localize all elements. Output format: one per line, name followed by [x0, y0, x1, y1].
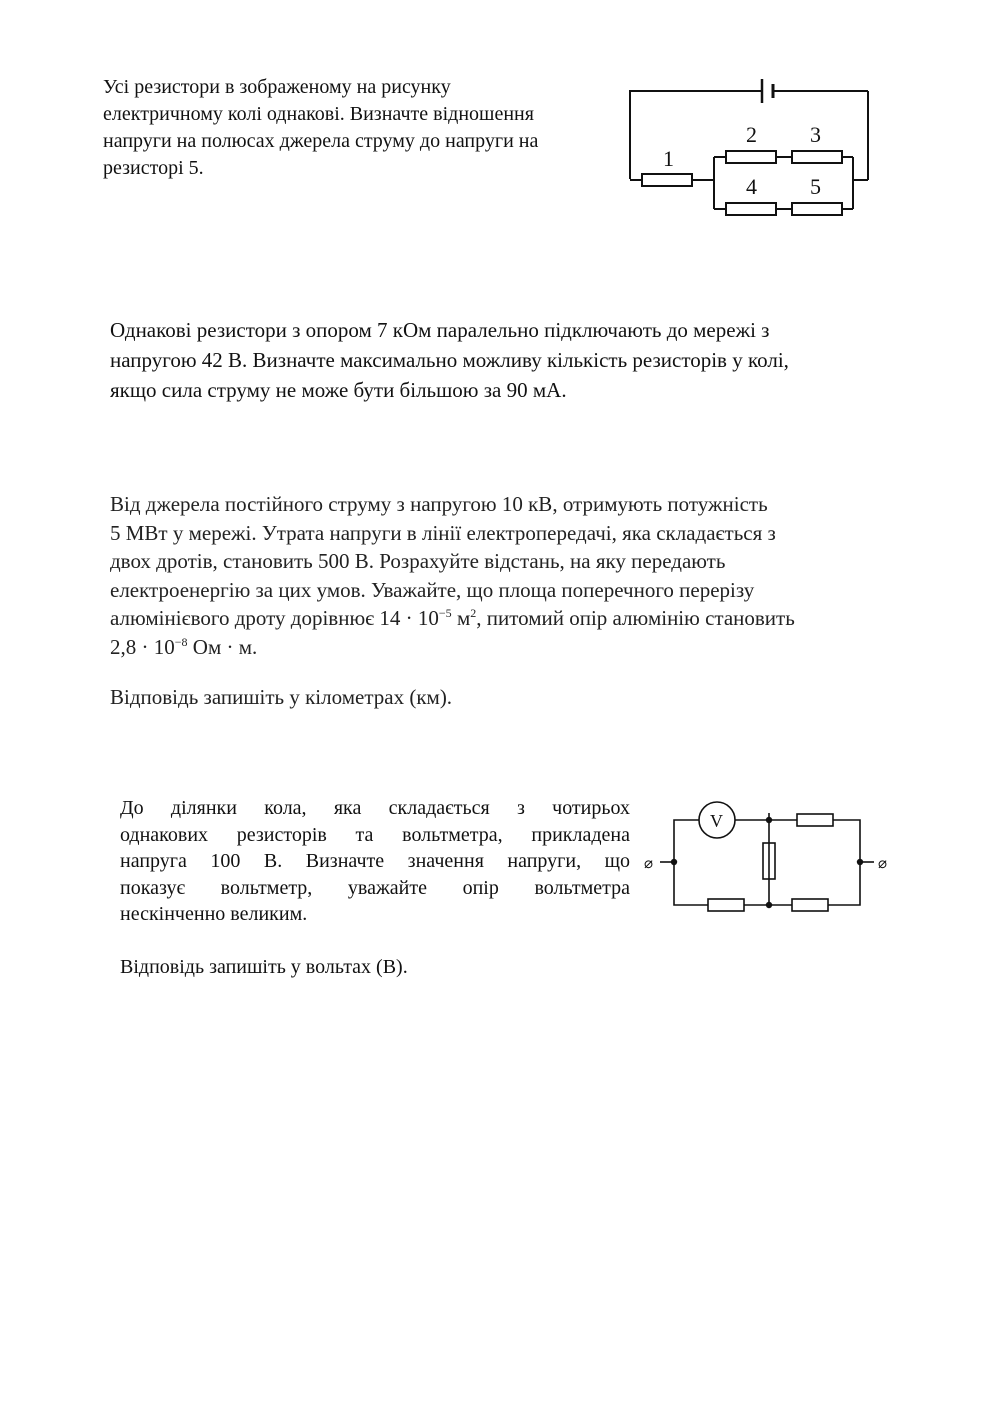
problem-2-text: [110, 315, 910, 405]
problem-1-line: резисторі 5.: [103, 157, 204, 179]
problem-1-text: [103, 74, 623, 182]
problem-4-text: [120, 795, 630, 928]
problem-3-line: 5 МВт у мережі. Утрата напруги в лінії електропередачі, яка складається з: [110, 520, 776, 545]
resistor-label-2: 2: [746, 122, 757, 147]
problem-3-line: двох дротів, становить 500 В. Розрахуйте відстань, на яку передають: [110, 549, 726, 573]
junction-node: [766, 902, 772, 908]
right-terminal-symbol: ⌀: [878, 856, 888, 872]
text-fragment: 2,8 · 10: [110, 634, 175, 659]
right-terminal-node: [857, 859, 863, 865]
problem-1-line: напруги на полюсах джерела струму до напруги на: [103, 130, 539, 152]
problem-3-line-with-area: [110, 604, 910, 633]
text-fragment: алюмінієвого дроту дорівнює 14 · 10: [110, 606, 439, 630]
resistor-label-4: 4: [746, 174, 757, 199]
problem-3-line-with-resistivity: [110, 633, 910, 662]
text-fragment: Ом · м.: [187, 634, 258, 659]
problem-4-line: нескінченно великим.: [120, 903, 308, 925]
text-fragment: , питомий опір алюмінію становить: [476, 606, 795, 630]
resistor-3: [792, 151, 842, 163]
exponent: −5: [438, 606, 452, 620]
problem-3-line: Від джерела постійного струму з напругою 10 кВ, отримують потужність: [110, 492, 768, 516]
problem-4-circuit-overlay: [640, 795, 900, 920]
problem-4-line: показує вольтметр, уважайте опір вольтметра: [120, 876, 630, 899]
resistor-label-1: 1: [663, 146, 674, 171]
left-terminal-symbol: ⌀: [644, 856, 654, 872]
resistor-1: [642, 174, 692, 186]
resistor-5: [792, 203, 842, 215]
voltmeter-label: V: [710, 811, 723, 831]
resistor-2: [726, 151, 776, 163]
problem-4-answer-note: Відповідь запишіть у вольтах (В).: [120, 956, 408, 978]
exponent: −8: [174, 634, 188, 649]
left-terminal-node: [671, 859, 677, 865]
problem-2-line: напругою 42 В. Визначте максимально можливу кількість резисторів у колі,: [110, 348, 789, 372]
problem-3-line: електроенергію за цих умов. Уважайте, що площа поперечного перерізу: [110, 577, 755, 602]
wire: [630, 91, 762, 179]
problem-3-text: [110, 490, 910, 712]
problem-2-line: якщо сила струму не може бути більшою за 90 мА.: [110, 378, 567, 402]
junction-node: [766, 817, 772, 823]
problem-4-line: напруга 100 В. Визначте значення напруги, що: [120, 850, 630, 872]
problem-3-answer-note: Відповідь запишіть у кілометрах (км).: [110, 685, 453, 709]
problem-4-line: однакових резисторів та вольтметра, прикладена: [120, 823, 630, 846]
resistor-label-5: 5: [810, 174, 821, 199]
resistor-label-3: 3: [810, 122, 821, 147]
problem-2-line: Однакові резистори з опором 7 кОм паралельно підключають до мережі з: [110, 318, 770, 342]
problem-4-line: До ділянки кола, яка складається з чотирьох: [120, 797, 630, 819]
exponent: 2: [470, 606, 477, 620]
problem-1-line: електричному колі однакові. Визначте відношення: [103, 103, 534, 125]
resistor-4: [726, 203, 776, 215]
text-fragment: м: [451, 606, 471, 630]
diagram-background: [640, 795, 900, 920]
problem-1-line: Усі резистори в зображеному на рисунку: [103, 76, 451, 98]
problem-1-circuit-diagram: [620, 60, 880, 220]
